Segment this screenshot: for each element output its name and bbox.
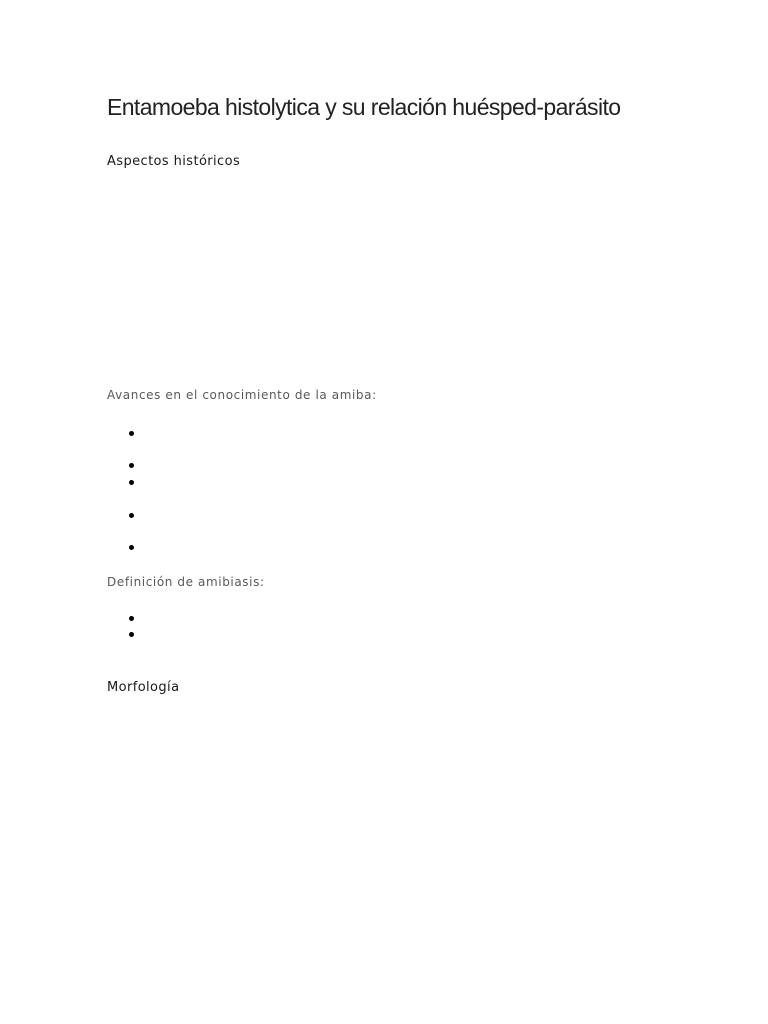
list-bullet bbox=[129, 632, 134, 637]
list-bullet bbox=[129, 480, 134, 485]
list-bullet bbox=[129, 545, 134, 550]
list-bullet bbox=[129, 513, 134, 518]
section-heading-morfologia: Morfología bbox=[107, 680, 180, 695]
document-title: Entamoeba histolytica y su relación huésped-parásito bbox=[107, 94, 621, 120]
section-heading-aspectos-historicos: Aspectos históricos bbox=[107, 154, 241, 169]
list-bullet bbox=[129, 463, 134, 468]
subheading-avances: Avances en el conocimiento de la amiba: bbox=[107, 388, 377, 402]
list-bullet bbox=[129, 616, 134, 621]
subheading-definicion: Definición de amibiasis: bbox=[107, 575, 265, 589]
list-bullet bbox=[129, 431, 134, 436]
